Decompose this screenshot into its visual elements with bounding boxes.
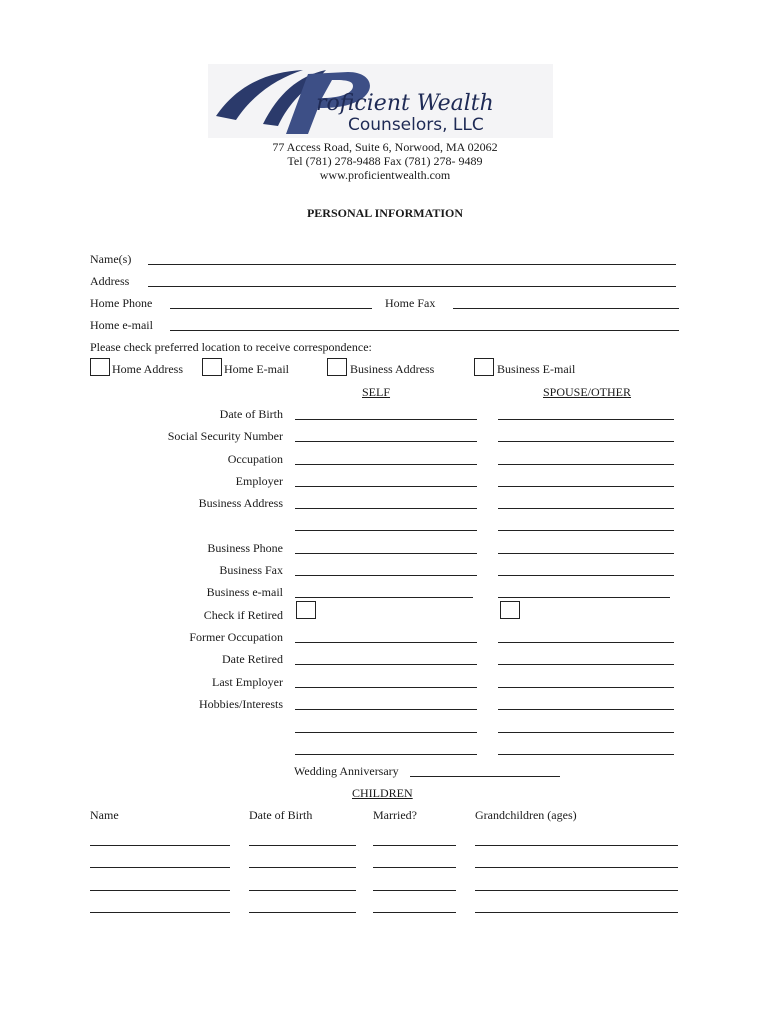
home-email-field[interactable] (170, 330, 679, 331)
home-address-checkbox[interactable] (90, 358, 110, 376)
child-3-married-field[interactable] (373, 890, 456, 891)
spouse-former-occupation-field[interactable] (498, 642, 674, 643)
self-occupation-field[interactable] (295, 464, 477, 465)
last-employer-label: Last Employer (212, 675, 283, 689)
spouse-business-address-field[interactable] (498, 508, 674, 509)
self-business-fax-field[interactable] (295, 575, 477, 576)
home-phone-label: Home Phone (90, 296, 153, 310)
child-2-grandchildren-field[interactable] (475, 867, 678, 868)
spouse-ssn-field[interactable] (498, 441, 674, 442)
retired-label: Check if Retired (203, 608, 283, 622)
correspondence-prompt: Please check preferred location to receive correspondence: (90, 340, 372, 354)
child-2-married-field[interactable] (373, 867, 456, 868)
business-email-label: Business e-mail (206, 585, 283, 599)
spouse-dob-field[interactable] (498, 419, 674, 420)
self-hobbies-field-2[interactable] (295, 732, 477, 733)
self-employer-field[interactable] (295, 486, 477, 487)
home-email-label: Home e-mail (90, 318, 153, 332)
page-title: PERSONAL INFORMATION (306, 206, 464, 220)
company-address: 77 Access Road, Suite 6, Norwood, MA 02062 (272, 140, 498, 154)
self-business-address-field-2[interactable] (295, 530, 477, 531)
hobbies-label: Hobbies/Interests (199, 697, 283, 711)
child-4-married-field[interactable] (373, 912, 456, 913)
address-field[interactable] (148, 286, 676, 287)
business-address-option-label: Business Address (350, 362, 435, 376)
self-dob-field[interactable] (295, 419, 477, 420)
child-4-name-field[interactable] (90, 912, 230, 913)
spouse-date-retired-field[interactable] (498, 664, 674, 665)
child-3-dob-field[interactable] (249, 890, 356, 891)
child-1-married-field[interactable] (373, 845, 456, 846)
logo-text-top: roficient Wealth (316, 91, 494, 116)
child-4-grandchildren-field[interactable] (475, 912, 678, 913)
children-grandchildren-header: Grandchildren (ages) (475, 808, 577, 822)
business-email-checkbox[interactable] (474, 358, 494, 376)
spouse-occupation-field[interactable] (498, 464, 674, 465)
home-address-option-label: Home Address (112, 362, 183, 376)
spouse-business-email-field[interactable] (498, 597, 670, 598)
address-label: Address (90, 274, 130, 288)
anniversary-field[interactable] (410, 776, 560, 777)
spouse-column-heading: SPOUSE/OTHER (543, 385, 632, 399)
children-married-header: Married? (373, 808, 417, 822)
self-business-address-field[interactable] (295, 508, 477, 509)
spouse-business-phone-field[interactable] (498, 553, 674, 554)
business-email-option-label: Business E-mail (497, 362, 576, 376)
self-hobbies-field-3[interactable] (295, 754, 477, 755)
home-fax-label: Home Fax (385, 296, 436, 310)
child-1-name-field[interactable] (90, 845, 230, 846)
child-1-dob-field[interactable] (249, 845, 356, 846)
spouse-business-address-field-2[interactable] (498, 530, 674, 531)
company-phone-fax: Tel (781) 278-9488 Fax (781) 278- 9489 (287, 154, 483, 168)
home-email-checkbox[interactable] (202, 358, 222, 376)
occupation-label: Occupation (227, 452, 283, 466)
self-ssn-field[interactable] (295, 441, 477, 442)
self-date-retired-field[interactable] (295, 664, 477, 665)
children-name-header: Name (90, 808, 119, 822)
self-column-heading: SELF (362, 385, 391, 399)
self-retired-checkbox[interactable] (296, 601, 316, 619)
home-fax-field[interactable] (453, 308, 679, 309)
names-field[interactable] (148, 264, 676, 265)
date-retired-label: Date Retired (222, 652, 283, 666)
home-email-option-label: Home E-mail (224, 362, 289, 376)
employer-label: Employer (235, 474, 283, 488)
child-4-dob-field[interactable] (249, 912, 356, 913)
business-address-label: Business Address (198, 496, 283, 510)
names-label: Name(s) (90, 252, 132, 266)
spouse-hobbies-field[interactable] (498, 709, 674, 710)
dob-label: Date of Birth (219, 407, 283, 421)
self-last-employer-field[interactable] (295, 687, 477, 688)
child-3-name-field[interactable] (90, 890, 230, 891)
child-1-grandchildren-field[interactable] (475, 845, 678, 846)
spouse-hobbies-field-3[interactable] (498, 754, 674, 755)
child-2-dob-field[interactable] (249, 867, 356, 868)
spouse-last-employer-field[interactable] (498, 687, 674, 688)
home-phone-field[interactable] (170, 308, 372, 309)
children-heading: CHILDREN (352, 786, 413, 800)
child-2-name-field[interactable] (90, 867, 230, 868)
spouse-employer-field[interactable] (498, 486, 674, 487)
former-occupation-label: Former Occupation (189, 630, 283, 644)
business-address-checkbox[interactable] (327, 358, 347, 376)
ssn-label: Social Security Number (167, 429, 283, 443)
self-business-phone-field[interactable] (295, 553, 477, 554)
business-phone-label: Business Phone (207, 541, 283, 555)
spouse-retired-checkbox[interactable] (500, 601, 520, 619)
self-former-occupation-field[interactable] (295, 642, 477, 643)
spouse-business-fax-field[interactable] (498, 575, 674, 576)
spouse-hobbies-field-2[interactable] (498, 732, 674, 733)
company-website: www.proficientwealth.com (319, 168, 451, 182)
anniversary-label: Wedding Anniversary (294, 764, 399, 778)
logo-text-bottom: Counselors, LLC (348, 115, 484, 135)
self-hobbies-field[interactable] (295, 709, 477, 710)
business-fax-label: Business Fax (219, 563, 283, 577)
child-3-grandchildren-field[interactable] (475, 890, 678, 891)
self-business-email-field[interactable] (295, 597, 473, 598)
company-logo (208, 64, 553, 138)
children-dob-header: Date of Birth (249, 808, 313, 822)
